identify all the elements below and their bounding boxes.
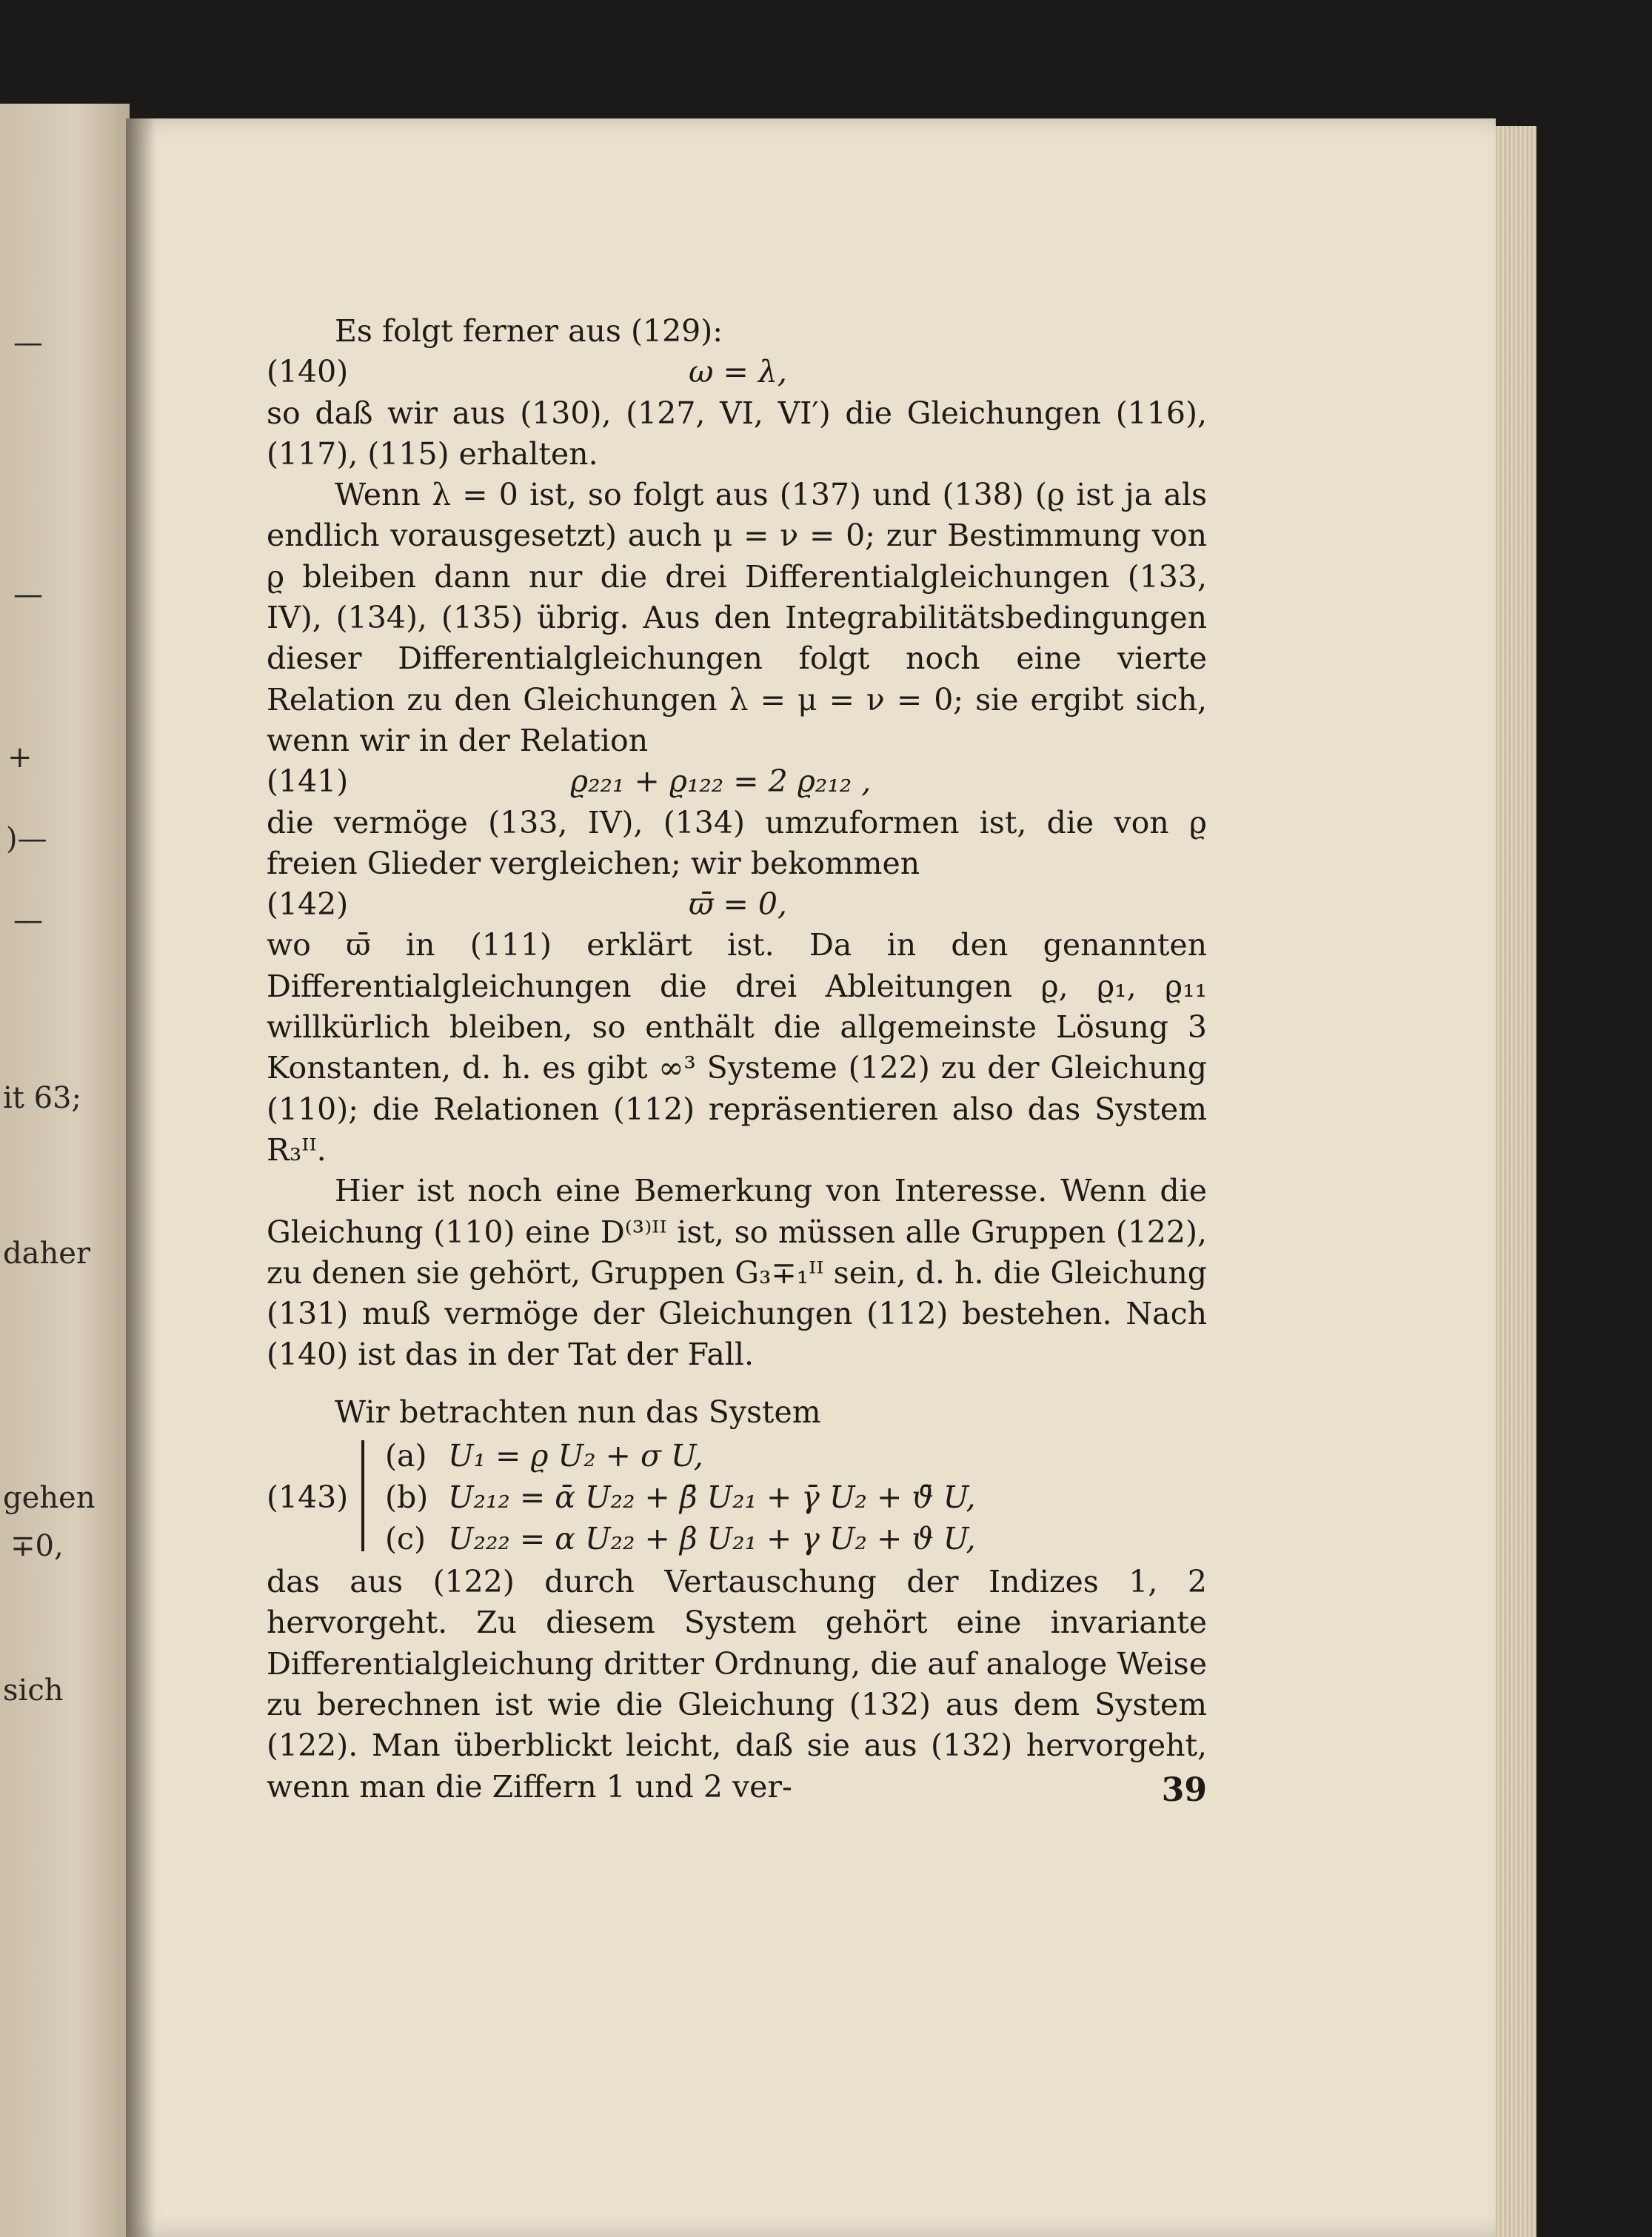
system-row [385, 1519, 976, 1559]
system-row [385, 1436, 703, 1477]
row-label: (b) [385, 1479, 429, 1516]
facing-page-fragment: )— [6, 822, 47, 856]
facing-page-fragment: — [13, 326, 43, 360]
paragraph: Hier ist noch eine Bemerkung von Interesse. Wenn die Gleichung (110) eine D⁽³⁾ᴵᴵ ist, so müssen alle Gruppen (122), zu denen sie gehört, Gruppen G₃∓₁ᴵᴵ sein, d. h. die Gleichung (131) muß vermöge der Gleichungen (112) bestehen. Nach (140) ist das in der Tat der Fall. [267, 1173, 1207, 1373]
paragraph: die vermöge (133, IV), (134) umzuformen ist, die von ϱ freien Glieder vergleichen; wir bekommen [267, 804, 1207, 881]
facing-page-edge [0, 104, 130, 2237]
equation-system-143 [267, 1436, 1207, 1562]
equation-140 [267, 352, 1207, 392]
equation-body: ϖ̄ = 0, [689, 886, 787, 923]
system-row [385, 1477, 976, 1518]
equation-141 [267, 761, 1207, 802]
facing-page-fragment: + [7, 740, 33, 775]
paragraph: Wir betrachten nun das System [335, 1394, 821, 1430]
facing-page-fragment: daher [3, 1237, 91, 1271]
equation-number: (143) [267, 1479, 349, 1516]
facing-page-fragment: gehen [3, 1481, 96, 1515]
spine-shadow [126, 118, 155, 2237]
equation-body: ϱ₂₂₁ + ϱ₁₂₂ = 2 ϱ₂₁₂ , [570, 763, 872, 800]
facing-page-fragment: it 63; [3, 1081, 81, 1115]
equation-number: (140) [267, 354, 349, 390]
paragraph: Wenn λ = 0 ist, so folgt aus (137) und (138) (ϱ ist ja als endlich vorausgesetzt) auch μ = ν = 0; zur Bestimmung von ϱ bleiben dann nur die drei Differentialgleichungen (133, IV), (134), (135) übrig. Aus den Integrabilitätsbedingungen dieser Differentialgleichungen folgt noch eine vierte Relation zu den Gleichungen λ = μ = ν = 0; sie ergibt sich, wenn wir in der Relation [267, 477, 1207, 758]
facing-page-fragment: — [13, 903, 43, 937]
row-label: (a) [385, 1438, 427, 1474]
equation-number: (142) [267, 886, 349, 923]
row-equation: U₁ = ϱ U₂ + σ U, [448, 1438, 703, 1474]
paragraph: Es folgt ferner aus (129): [335, 313, 723, 349]
paragraph: so daß wir aus (130), (127, VI, VI′) die Gleichungen (116), (117), (115) erhalten. [267, 395, 1207, 472]
row-equation: U₂₂₂ = α U₂₂ + β U₂₁ + γ U₂ + ϑ U, [448, 1521, 976, 1557]
page-text [267, 311, 1207, 1808]
facing-page-fragment: sich [3, 1673, 64, 1708]
row-equation: U₂₁₂ = ᾱ U₂₂ + β̄ U₂₁ + γ̄ U₂ + ϑ̄ U, [448, 1479, 976, 1516]
paragraph: das aus (122) durch Vertauschung der Indizes 1, 2 hervorgeht. Zu diesem System gehört eine invariante Differentialgleichung dritter Ordnung, die auf analoge Weise zu berechnen ist wie die Gleichung (132) aus dem System (122). Man überblickt leicht, daß sie aus (132) hervorgeht, wenn man die Ziffern 1 und 2 ver- [267, 1564, 1207, 1805]
equation-number: (141) [267, 763, 349, 800]
equation-body: ω = λ, [689, 354, 787, 390]
facing-page-fragment: — [13, 578, 43, 612]
facing-page-fragment: ∓0, [10, 1529, 64, 1563]
brace [361, 1440, 372, 1551]
row-label: (c) [385, 1521, 426, 1557]
paragraph: wo ϖ̄ in (111) erklärt ist. Da in den genannten Differentialgleichungen die drei Ableitungen ϱ, ϱ₁, ϱ₁₁ willkürlich bleiben, so enthält die allgemeinste Lösung 3 Konstanten, d. h. es gibt ∞³ Systeme (122) zu der Gleichung (110); die Relationen (112) repräsentieren also das System R₃ᴵᴵ. [267, 927, 1207, 1168]
equation-142 [267, 884, 1207, 925]
page-number: 39 [1161, 1771, 1207, 1809]
